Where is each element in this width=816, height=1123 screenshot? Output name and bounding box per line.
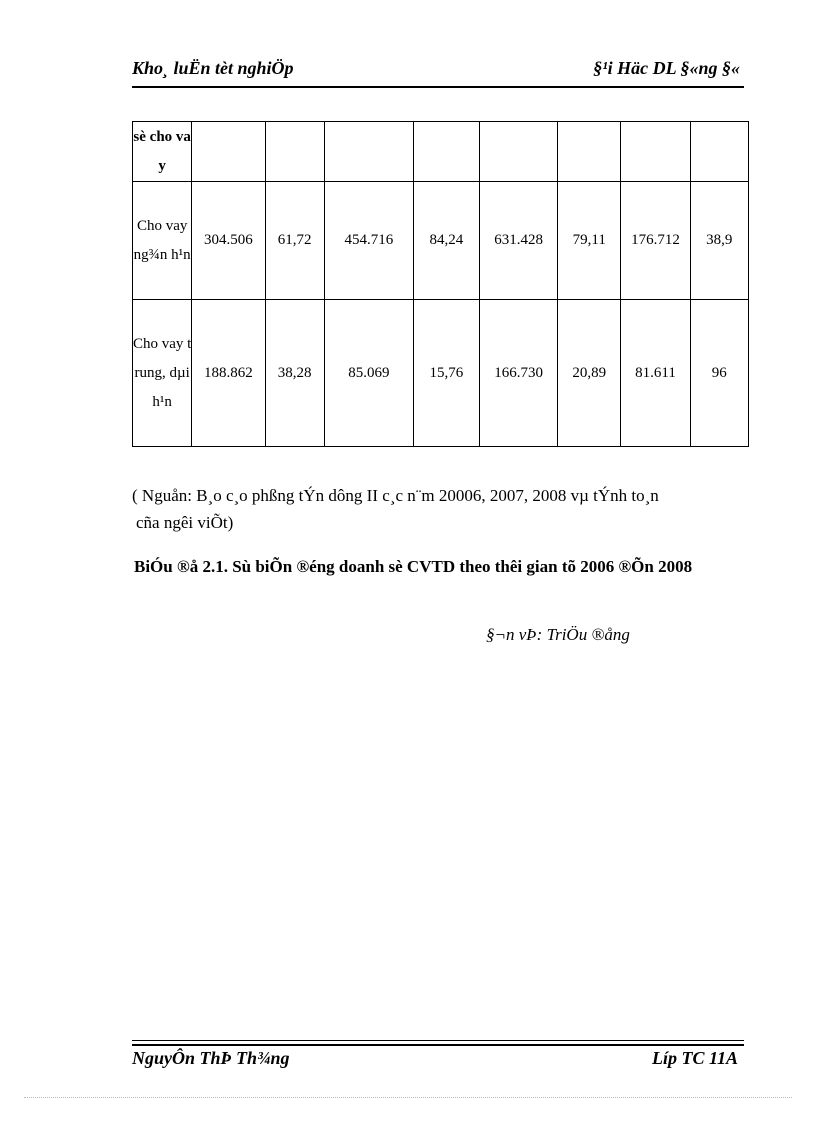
- table-cell: [265, 122, 324, 182]
- figure-caption: BiÓu ®å 2.1. Sù biÕn ®éng doanh sè CVTD theo thêi gian tõ 2006 ®Õn 2008: [134, 557, 693, 576]
- footer-rule-thick: [132, 1044, 744, 1046]
- header-left-title: Kho¸ luËn tèt nghiÖp: [132, 58, 294, 78]
- table-cell: [558, 122, 621, 182]
- table-cell: 304.506: [192, 182, 265, 300]
- page-bottom-divider: [24, 1097, 792, 1098]
- row-label: Cho vay ng¾n h¹n: [133, 182, 192, 300]
- table-cell: 631.428: [480, 182, 558, 300]
- table-cell: 38,28: [265, 300, 324, 447]
- table-cell: 188.862: [192, 300, 265, 447]
- table-cell: 38,9: [690, 182, 748, 300]
- table-cell: 81.611: [621, 300, 690, 447]
- table-cell: [324, 122, 413, 182]
- table-cell: [690, 122, 748, 182]
- footer-author: NguyÔn ThÞ Th¾ng: [132, 1048, 290, 1068]
- table-cell: [413, 122, 479, 182]
- table-cell: 166.730: [480, 300, 558, 447]
- table-cell: 454.716: [324, 182, 413, 300]
- table-row: [133, 300, 749, 447]
- source-note: [132, 482, 744, 536]
- table-cell: 61,72: [265, 182, 324, 300]
- table-cell: 85.069: [324, 300, 413, 447]
- header-rule: [132, 86, 744, 88]
- table-cell: 96: [690, 300, 748, 447]
- table-cell: [621, 122, 690, 182]
- table-cell: [192, 122, 265, 182]
- table-cell: [480, 122, 558, 182]
- table-cell: 79,11: [558, 182, 621, 300]
- source-note-line2: cña ngêi viÕt): [136, 513, 234, 532]
- table-cell: 15,76: [413, 300, 479, 447]
- table-cell: 20,89: [558, 300, 621, 447]
- unit-label: §¬n vÞ: TriÖu ®ång: [486, 625, 630, 644]
- footer-class: Líp TC 11A: [651, 1048, 738, 1068]
- data-table: [132, 121, 749, 447]
- row-label: sè cho vay: [133, 122, 192, 182]
- table-cell: 176.712: [621, 182, 690, 300]
- footer-rule-thin: [132, 1040, 744, 1041]
- header-right-title: §¹i Häc DL §«ng §«: [593, 58, 740, 78]
- row-label: Cho vay trung, dµi h¹n: [133, 300, 192, 447]
- table-cell: 84,24: [413, 182, 479, 300]
- table-row: [133, 182, 749, 300]
- source-note-line1: ( Nguån: B¸o c¸o phßng tÝn dông II c¸c n¨m 20006, 2007, 2008 vµ tÝnh to¸n: [132, 486, 659, 505]
- table-row: [133, 122, 749, 182]
